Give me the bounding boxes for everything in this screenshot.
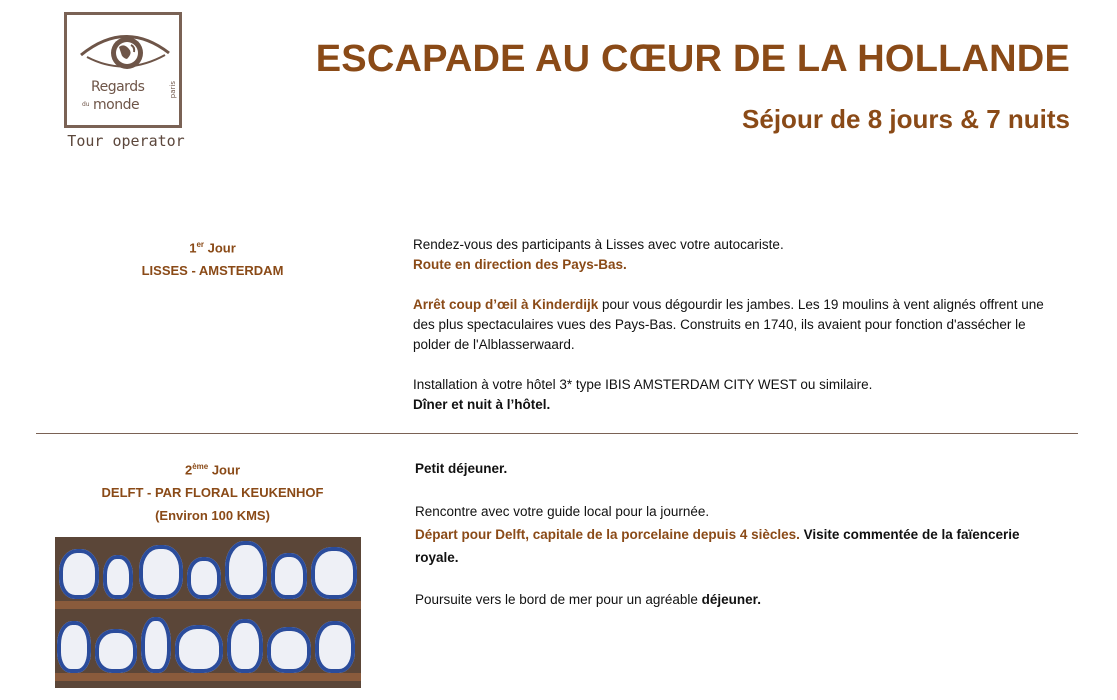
- photo-vase: [315, 621, 355, 673]
- delft-porcelain-photo: [55, 537, 361, 688]
- photo-vase: [227, 619, 263, 673]
- company-logo: [58, 12, 188, 162]
- day2-label: 2ème Jour: [184, 462, 241, 478]
- logo-frame: [64, 12, 182, 128]
- day1-description: [413, 235, 1063, 415]
- day1-hotel: Installation à votre hôtel 3* type IBIS AMSTERDAM CITY WEST ou similaire.: [413, 377, 873, 392]
- day2-guide: Rencontre avec votre guide local pour la journée.: [415, 504, 710, 519]
- photo-vase: [139, 545, 183, 599]
- photo-vase: [271, 553, 307, 599]
- logo-text-paris: paris: [169, 81, 177, 99]
- day1-label: 1er Jour: [189, 240, 236, 256]
- photo-vase: [59, 549, 99, 599]
- day2-route: DELFT - PAR FLORAL KEUKENHOF: [101, 485, 324, 501]
- day2-distance: (Environ 100 KMS): [155, 508, 270, 524]
- photo-vase: [175, 625, 223, 673]
- day2-lunch: Poursuite vers le bord de mer pour un agréable déjeuner.: [415, 592, 761, 607]
- page-subtitle: Séjour de 8 jours & 7 nuits: [742, 104, 1070, 134]
- day1-heading: [80, 233, 345, 282]
- day1-dinner: Dîner et nuit à l’hôtel.: [413, 397, 551, 412]
- photo-shelf: [55, 673, 361, 681]
- photo-vase: [103, 555, 133, 599]
- photo-vase: [187, 557, 221, 599]
- logo-text-regards: Regards: [91, 79, 145, 95]
- photo-vase: [267, 627, 311, 673]
- day2-breakfast: Petit déjeuner.: [415, 461, 508, 476]
- day2-heading: [80, 455, 345, 527]
- day1-route-info: Route en direction des Pays-Bas.: [413, 257, 627, 272]
- photo-vase: [141, 617, 171, 673]
- day-separator: [36, 433, 1078, 434]
- logo-caption: Tour operator: [67, 132, 185, 150]
- logo-text-du: du: [82, 101, 90, 108]
- logo-text-monde: monde: [93, 97, 140, 113]
- page-title: ESCAPADE AU CŒUR DE LA HOLLANDE: [315, 38, 1070, 80]
- photo-vase: [95, 629, 137, 673]
- photo-vase: [311, 547, 357, 599]
- photo-vase: [225, 541, 267, 599]
- day1-meeting: Rendez-vous des participants à Lisses avec votre autocariste.: [413, 237, 784, 252]
- day2-description: [415, 457, 1055, 611]
- eye-globe-icon: [77, 25, 173, 75]
- day1-kinderdijk: Arrêt coup d’œil à Kinderdijk pour vous dégourdir les jambes. Les 19 moulins à vent alignés offrent une des plus spectaculaires vues des Pays-Bas. Construits en 1740, ils avaient pour fonction d'assécher le polder de l'Alblasserwaard.: [413, 297, 1044, 352]
- day2-delft: Départ pour Delft, capitale de la porcelaine depuis 4 siècles. Visite commentée de la faïencerie royale.: [415, 527, 1020, 565]
- day1-route: LISSES - AMSTERDAM: [141, 263, 284, 279]
- photo-vase: [57, 621, 91, 673]
- photo-shelf: [55, 601, 361, 609]
